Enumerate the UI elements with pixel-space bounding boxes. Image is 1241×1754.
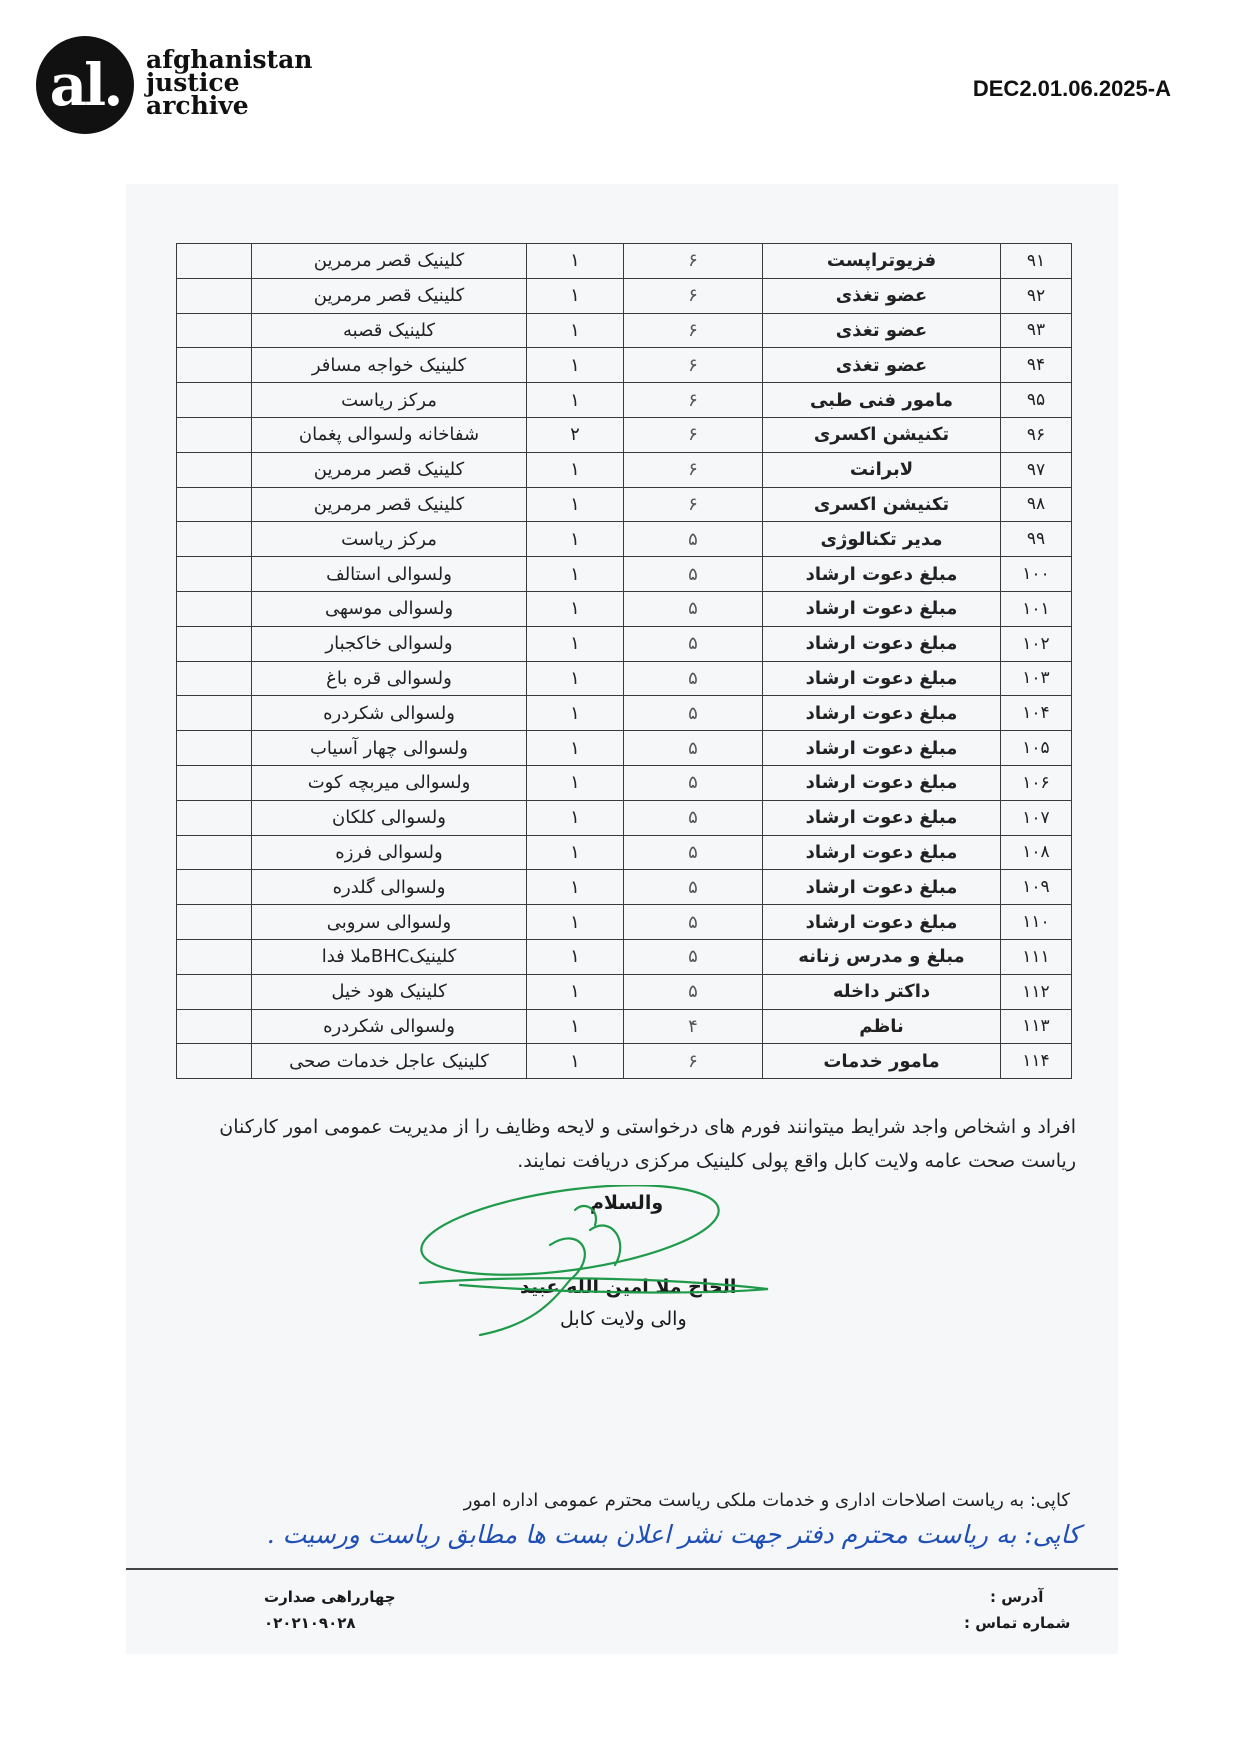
remarks-cell	[177, 765, 252, 800]
remarks-cell	[177, 626, 252, 661]
location-cell: ولسوالی سروبی	[252, 905, 527, 940]
remarks-cell	[177, 591, 252, 626]
position-count-cell: ۱	[527, 348, 624, 383]
position-count-cell: ۱	[527, 487, 624, 522]
job-title-cell: مبلغ دعوت ارشاد	[763, 870, 1001, 905]
position-count-cell: ۱	[527, 452, 624, 487]
job-title-cell: مبلغ و مدرس زنانه	[763, 939, 1001, 974]
remarks-cell	[177, 487, 252, 522]
location-cell: کلینیک قصر مرمرین	[252, 278, 527, 313]
table-row	[177, 1044, 1072, 1079]
remarks-cell	[177, 661, 252, 696]
position-count-cell: ۱	[527, 1044, 624, 1079]
row-number-cell: ۱۰۴	[1001, 696, 1072, 731]
row-number-cell: ۱۰۸	[1001, 835, 1072, 870]
handwritten-signature	[400, 1185, 870, 1345]
table-row	[177, 835, 1072, 870]
row-number-cell: ۱۰۵	[1001, 731, 1072, 766]
row-number-cell: ۱۰۷	[1001, 800, 1072, 835]
grade-cell: ۶	[624, 452, 763, 487]
notice-paragraph	[176, 1110, 1076, 1178]
position-count-cell: ۱	[527, 661, 624, 696]
grade-cell: ۵	[624, 800, 763, 835]
location-cell: کلینیک قصر مرمرین	[252, 244, 527, 279]
location-cell: کلینیک قصر مرمرین	[252, 452, 527, 487]
table-row	[177, 800, 1072, 835]
position-count-cell: ۱	[527, 939, 624, 974]
job-title-cell: مبلغ دعوت ارشاد	[763, 800, 1001, 835]
job-title-cell: مبلغ دعوت ارشاد	[763, 557, 1001, 592]
location-cell: کلینیک هود خیل	[252, 974, 527, 1009]
job-title-cell: مبلغ دعوت ارشاد	[763, 731, 1001, 766]
row-number-cell: ۹۲	[1001, 278, 1072, 313]
remarks-cell	[177, 1009, 252, 1044]
table-row	[177, 383, 1072, 418]
location-cell: کلینیکBHCملا فدا	[252, 939, 527, 974]
table-row	[177, 313, 1072, 348]
row-number-cell: ۱۱۴	[1001, 1044, 1072, 1079]
logo-mark: al.	[36, 36, 134, 134]
grade-cell: ۶	[624, 313, 763, 348]
job-title-cell: مبلغ دعوت ارشاد	[763, 765, 1001, 800]
position-count-cell: ۱	[527, 974, 624, 1009]
location-cell: کلینیک خواجه مسافر	[252, 348, 527, 383]
grade-cell: ۵	[624, 557, 763, 592]
job-title-cell: فزیوتراپست	[763, 244, 1001, 279]
row-number-cell: ۱۱۲	[1001, 974, 1072, 1009]
job-title-cell: ناظم	[763, 1009, 1001, 1044]
job-title-cell: تکنیشن اکسری	[763, 487, 1001, 522]
position-count-cell: ۱	[527, 313, 624, 348]
location-cell: کلینیک قصبه	[252, 313, 527, 348]
position-count-cell: ۱	[527, 731, 624, 766]
row-number-cell: ۹۹	[1001, 522, 1072, 557]
location-cell: ولسوالی کلکان	[252, 800, 527, 835]
grade-cell: ۵	[624, 696, 763, 731]
logo-line-3: archive	[146, 91, 249, 120]
row-number-cell: ۹۳	[1001, 313, 1072, 348]
row-number-cell: ۱۰۲	[1001, 626, 1072, 661]
location-cell: کلینیک عاجل خدمات صحی	[252, 1044, 527, 1079]
remarks-cell	[177, 313, 252, 348]
archive-logo	[36, 36, 313, 136]
location-cell: ولسوالی شکردره	[252, 1009, 527, 1044]
table-row	[177, 591, 1072, 626]
grade-cell: ۶	[624, 278, 763, 313]
signer-name: الحاج ملا امین الله عبید	[520, 1276, 737, 1298]
phone-label: شماره تماس :	[964, 1614, 1071, 1632]
position-count-cell: ۱	[527, 522, 624, 557]
grade-cell: ۴	[624, 1009, 763, 1044]
job-title-cell: عضو تغذی	[763, 313, 1001, 348]
position-count-cell: ۱	[527, 835, 624, 870]
grade-cell: ۶	[624, 1044, 763, 1079]
position-count-cell: ۱	[527, 870, 624, 905]
location-cell: کلینیک قصر مرمرین	[252, 487, 527, 522]
position-count-cell: ۱	[527, 278, 624, 313]
positions-table	[176, 243, 1072, 1079]
remarks-cell	[177, 870, 252, 905]
table-row	[177, 417, 1072, 452]
grade-cell: ۵	[624, 939, 763, 974]
location-cell: ولسوالی استالف	[252, 557, 527, 592]
grade-cell: ۵	[624, 626, 763, 661]
grade-cell: ۶	[624, 348, 763, 383]
remarks-cell	[177, 383, 252, 418]
job-title-cell: مبلغ دعوت ارشاد	[763, 905, 1001, 940]
address-label: آدرس :	[990, 1588, 1044, 1606]
table-row	[177, 765, 1072, 800]
address-value: چهارراهی صدارت	[264, 1588, 396, 1606]
position-count-cell: ۱	[527, 765, 624, 800]
job-title-cell: عضو تغذی	[763, 348, 1001, 383]
row-number-cell: ۹۸	[1001, 487, 1072, 522]
position-count-cell: ۱	[527, 591, 624, 626]
row-number-cell: ۱۰۳	[1001, 661, 1072, 696]
table-row	[177, 557, 1072, 592]
footer-divider	[126, 1568, 1118, 1570]
remarks-cell	[177, 522, 252, 557]
salutation: والسلام	[590, 1192, 664, 1214]
location-cell: ولسوالی چهار آسیاب	[252, 731, 527, 766]
remarks-cell	[177, 731, 252, 766]
position-count-cell: ۲	[527, 417, 624, 452]
position-count-cell: ۱	[527, 557, 624, 592]
grade-cell: ۶	[624, 487, 763, 522]
location-cell: شفاخانه ولسوالی پغمان	[252, 417, 527, 452]
table-row	[177, 348, 1072, 383]
logo-line-1: afghanistan	[146, 45, 313, 74]
grade-cell: ۶	[624, 417, 763, 452]
job-title-cell: مبلغ دعوت ارشاد	[763, 591, 1001, 626]
grade-cell: ۵	[624, 974, 763, 1009]
remarks-cell	[177, 417, 252, 452]
table-row	[177, 661, 1072, 696]
remarks-cell	[177, 452, 252, 487]
grade-cell: ۵	[624, 731, 763, 766]
location-cell: ولسوالی شکردره	[252, 696, 527, 731]
location-cell: ولسوالی خاکجبار	[252, 626, 527, 661]
remarks-cell	[177, 1044, 252, 1079]
job-title-cell: مبلغ دعوت ارشاد	[763, 626, 1001, 661]
location-cell: ولسوالی قره باغ	[252, 661, 527, 696]
job-title-cell: لابرانت	[763, 452, 1001, 487]
copy-distribution-handwritten: کاپی: به ریاست محترم دفتر جهت نشر اعلان بست ها مطابق ریاست ورسیت .	[266, 1520, 1080, 1549]
notice-line-1: افراد و اشخاص واجد شرایط میتوانند فورم های درخواستی و لایحه وظایف را از مدیریت عمومی امور کارکنان	[219, 1116, 1076, 1138]
notice-line-2: ریاست صحت عامه ولایت کابل واقع پولی کلینیک مرکزی دریافت نمایند.	[517, 1150, 1076, 1172]
row-number-cell: ۱۰۹	[1001, 870, 1072, 905]
grade-cell: ۵	[624, 870, 763, 905]
table-row	[177, 731, 1072, 766]
table-row	[177, 522, 1072, 557]
phone-value: ۰۲۰۲۱۰۹۰۲۸	[264, 1614, 356, 1632]
location-cell: ولسوالی فرزه	[252, 835, 527, 870]
table-row	[177, 974, 1072, 1009]
location-cell: ولسوالی میربچه کوت	[252, 765, 527, 800]
job-title-cell: مامور فنی طبی	[763, 383, 1001, 418]
table-row	[177, 905, 1072, 940]
table-row	[177, 696, 1072, 731]
job-title-cell: مبلغ دعوت ارشاد	[763, 661, 1001, 696]
job-title-cell: مدیر تکنالوژی	[763, 522, 1001, 557]
grade-cell: ۵	[624, 905, 763, 940]
job-title-cell: مبلغ دعوت ارشاد	[763, 835, 1001, 870]
table-row	[177, 870, 1072, 905]
table-row	[177, 278, 1072, 313]
row-number-cell: ۱۱۰	[1001, 905, 1072, 940]
position-count-cell: ۱	[527, 800, 624, 835]
remarks-cell	[177, 557, 252, 592]
position-count-cell: ۱	[527, 626, 624, 661]
job-title-cell: مامور خدمات	[763, 1044, 1001, 1079]
row-number-cell: ۹۷	[1001, 452, 1072, 487]
row-number-cell: ۹۶	[1001, 417, 1072, 452]
location-cell: مرکز ریاست	[252, 522, 527, 557]
grade-cell: ۵	[624, 591, 763, 626]
row-number-cell: ۹۴	[1001, 348, 1072, 383]
document-id: DEC2.01.06.2025-A	[972, 76, 1171, 101]
table-row	[177, 487, 1072, 522]
remarks-cell	[177, 974, 252, 1009]
remarks-cell	[177, 244, 252, 279]
position-count-cell: ۱	[527, 696, 624, 731]
logo-line-2: justice	[146, 68, 240, 97]
job-title-cell: مبلغ دعوت ارشاد	[763, 696, 1001, 731]
remarks-cell	[177, 835, 252, 870]
grade-cell: ۵	[624, 661, 763, 696]
remarks-cell	[177, 348, 252, 383]
position-count-cell: ۱	[527, 383, 624, 418]
location-cell: ولسوالی گلدره	[252, 870, 527, 905]
location-cell: ولسوالی موسهی	[252, 591, 527, 626]
position-count-cell: ۱	[527, 1009, 624, 1044]
grade-cell: ۶	[624, 383, 763, 418]
remarks-cell	[177, 278, 252, 313]
row-number-cell: ۱۰۰	[1001, 557, 1072, 592]
row-number-cell: ۱۱۳	[1001, 1009, 1072, 1044]
remarks-cell	[177, 800, 252, 835]
position-count-cell: ۱	[527, 244, 624, 279]
job-title-cell: داکتر داخله	[763, 974, 1001, 1009]
job-title-cell: عضو تغذی	[763, 278, 1001, 313]
location-cell: مرکز ریاست	[252, 383, 527, 418]
job-title-cell: تکنیشن اکسری	[763, 417, 1001, 452]
grade-cell: ۵	[624, 765, 763, 800]
table-row	[177, 244, 1072, 279]
grade-cell: ۶	[624, 244, 763, 279]
logo-wordmark	[146, 45, 313, 120]
grade-cell: ۵	[624, 522, 763, 557]
signer-title: والی ولایت کابل	[560, 1308, 687, 1330]
table-row	[177, 1009, 1072, 1044]
remarks-cell	[177, 696, 252, 731]
row-number-cell: ۹۵	[1001, 383, 1072, 418]
copy-distribution-printed: کاپی: به ریاست اصلاحات اداری و خدمات ملکی ریاست محترم عمومی اداره امور	[463, 1490, 1070, 1511]
remarks-cell	[177, 905, 252, 940]
row-number-cell: ۱۱۱	[1001, 939, 1072, 974]
row-number-cell: ۱۰۱	[1001, 591, 1072, 626]
table-row	[177, 452, 1072, 487]
table-row	[177, 626, 1072, 661]
table-row	[177, 939, 1072, 974]
remarks-cell	[177, 939, 252, 974]
row-number-cell: ۱۰۶	[1001, 765, 1072, 800]
position-count-cell: ۱	[527, 905, 624, 940]
row-number-cell: ۹۱	[1001, 244, 1072, 279]
grade-cell: ۵	[624, 835, 763, 870]
